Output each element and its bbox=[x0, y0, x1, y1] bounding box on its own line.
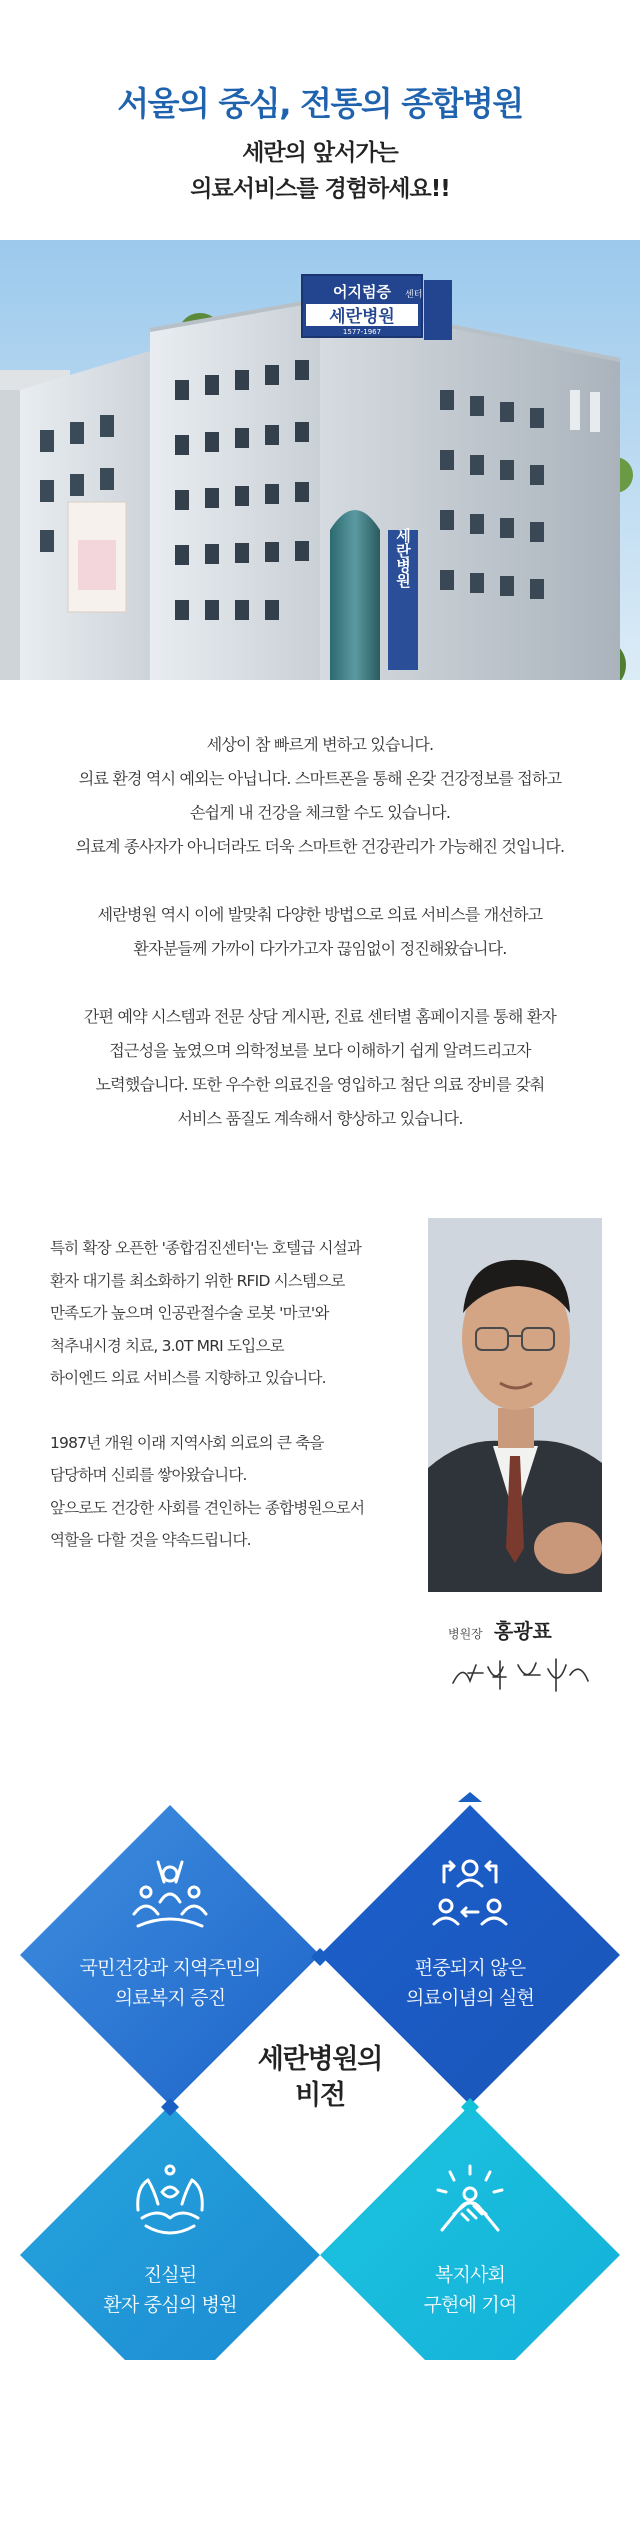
intro-paragraph-1: 세상이 참 빠르게 변하고 있습니다. 의료 환경 역시 예외는 아닙니다. 스마트폰을 통해 온갖 건강정보를 접하고 손쉽게 내 건강을 체크할 수도 있습니다. 의료계 종사자가 아니더라도 더욱 스마트한 건강관리가 가능해진 것입니다. bbox=[75, 735, 565, 856]
caring-hands-icon bbox=[128, 2160, 212, 2244]
roof-sign-main: 세란병원 bbox=[329, 307, 395, 327]
roof-sign-suffix: 센터 bbox=[405, 290, 423, 300]
vision-item-4: 복지사회 구현에 기여 bbox=[423, 2264, 517, 2316]
people-exchange-icon bbox=[428, 1852, 512, 1936]
hero-title: 서울의 중심, 전통의 종합병원 bbox=[117, 84, 523, 123]
director-message bbox=[50, 1232, 410, 1589]
signature-title: 병원장 bbox=[448, 1627, 483, 1641]
vertical-sign: 세란병원 bbox=[394, 528, 412, 588]
hero-subtitle-line1: 세란의 앞서가는 bbox=[242, 140, 398, 166]
director-signature bbox=[448, 1615, 618, 1644]
joined-hands-icon bbox=[428, 2160, 512, 2244]
director-paragraph-2: 1987년 개원 이래 지역사회 의료의 큰 축을 담당하며 신뢰를 쌓아왔습니다. 앞으로도 건강한 사회를 견인하는 종합병원으로서 역할을 다할 것을 약속드립니다. bbox=[50, 1433, 365, 1549]
vision-item-3: 진실된 환자 중심의 병원 bbox=[103, 2264, 237, 2316]
handwritten-signature-icon bbox=[448, 1655, 598, 1695]
roof-sign-years: 1577-1967 bbox=[342, 328, 382, 336]
roof-sign-top: 어지럼증 bbox=[333, 283, 391, 301]
hero-section bbox=[0, 0, 640, 240]
vision-title: 세란병원의 비전 bbox=[257, 2044, 383, 2111]
signature-name: 홍광표 bbox=[493, 1619, 552, 1643]
intro-paragraph-3: 간편 예약 시스템과 전문 상담 게시판, 진료 센터별 홈페이지를 통해 환자 접근성을 높였으며 의학정보를 보다 이해하기 쉽게 알려드리고자 노력했습니다. 또한 우수한 의료진을 영입하고 첨단 의료 장비를 갖춰 서비스 품질도 계속해서 향상하고 있습니다. bbox=[83, 1007, 557, 1128]
vision-item-2: 편중되지 않은 의료이념의 실현 bbox=[405, 1957, 535, 2009]
hero-subtitle bbox=[0, 135, 640, 207]
vision-section bbox=[0, 1780, 640, 2360]
intro-paragraph-2: 세란병원 역시 이에 발맞춰 다양한 방법으로 의료 서비스를 개선하고 환자분들께 가까이 다가가고자 끊임없이 정진해왔습니다. bbox=[97, 905, 543, 958]
director-paragraph-1: 특히 확장 오픈한 '종합검진센터'는 호텔급 시설과 환자 대기를 최소화하기 위한 RFID 시스템으로 만족도가 높으며 인공관절수술 로봇 '마코'와 척추내시경 치료, 3.0T MRI 도입으로 하이엔드 의료 서비스를 지향하고 있습니다. bbox=[50, 1239, 362, 1387]
hero-subtitle-line2: 의료서비스를 경험하세요!! bbox=[190, 176, 450, 202]
people-cheer-icon bbox=[128, 1852, 212, 1936]
hospital-building-photo bbox=[0, 240, 640, 680]
director-portrait bbox=[428, 1218, 602, 1592]
intro-text bbox=[0, 728, 640, 1170]
vision-item-1: 국민건강과 지역주민의 의료복지 증진 bbox=[79, 1957, 261, 2009]
